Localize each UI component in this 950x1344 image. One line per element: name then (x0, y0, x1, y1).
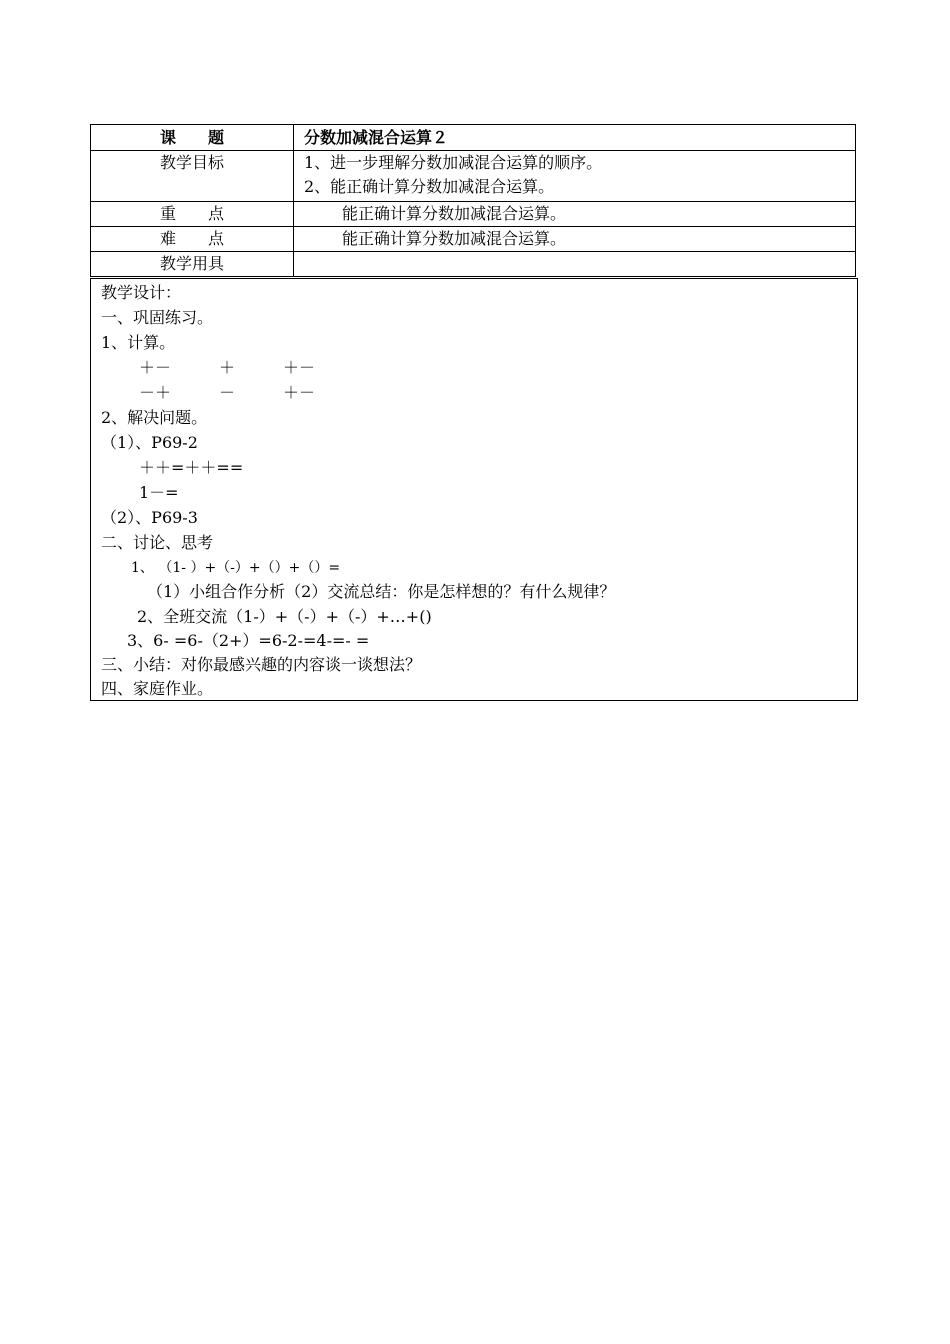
section-2-heading: 二、讨论、思考 (101, 533, 214, 552)
discussion-3: 3、6- =6-（2+）=6-2-=4-=- = (127, 631, 370, 650)
difficulty-row (91, 227, 856, 252)
item-calculation: 1、计算。 (101, 333, 176, 352)
problem-1-expr-1: ＋＋=＋＋== (139, 458, 244, 477)
goal-line-1: 1、进一步理解分数加减混合运算的顺序。 (304, 153, 603, 172)
section-1-heading: 一、巩固练习。 (101, 308, 214, 327)
tools-label: 教学用具 (91, 252, 294, 277)
problem-2: （2）、P69-3 (101, 508, 198, 527)
goal-value (294, 151, 856, 202)
goal-row (91, 151, 856, 202)
key-row (91, 202, 856, 227)
calc-row-1: ＋－ ＋ ＋－ (139, 358, 316, 377)
difficulty-label: 难 点 (91, 227, 294, 252)
discussion-1-steps: （1）小组合作分析（2）交流总结：你是怎样想的？有什么规律？ (147, 582, 616, 601)
problem-1: （1）、P69-2 (101, 433, 198, 452)
topic-label: 课 题 (91, 125, 294, 151)
key-value: 能正确计算分数加减混合运算。 (342, 204, 567, 223)
topic-value: 分数加减混合运算２ (294, 125, 856, 151)
topic-row (91, 125, 856, 151)
goal-label: 教学目标 (91, 151, 294, 202)
section-3-summary: 三、小结：对你最感兴趣的内容谈一谈想法？ (101, 655, 422, 674)
tools-value (294, 252, 856, 277)
teaching-design-box (90, 278, 858, 701)
discussion-2: 2、全班交流（1-）+（-）+（-）+…+() (137, 607, 432, 626)
calc-row-2: －＋ － ＋－ (139, 383, 316, 402)
key-label: 重 点 (91, 202, 294, 227)
lesson-info-table (90, 124, 856, 277)
item-problem-solving: 2、解决问题。 (101, 408, 208, 427)
discussion-1: 1、 （1- ）+（-）+（）+（）= (131, 560, 341, 576)
difficulty-value: 能正确计算分数加减混合运算。 (342, 229, 567, 248)
section-4-homework: 四、家庭作业。 (101, 679, 214, 698)
problem-1-expr-2: 1－= (139, 483, 179, 502)
design-title: 教学设计： (101, 283, 182, 302)
goal-line-2: 2、能正确计算分数加减混合运算。 (304, 177, 555, 196)
tools-row (91, 252, 856, 277)
